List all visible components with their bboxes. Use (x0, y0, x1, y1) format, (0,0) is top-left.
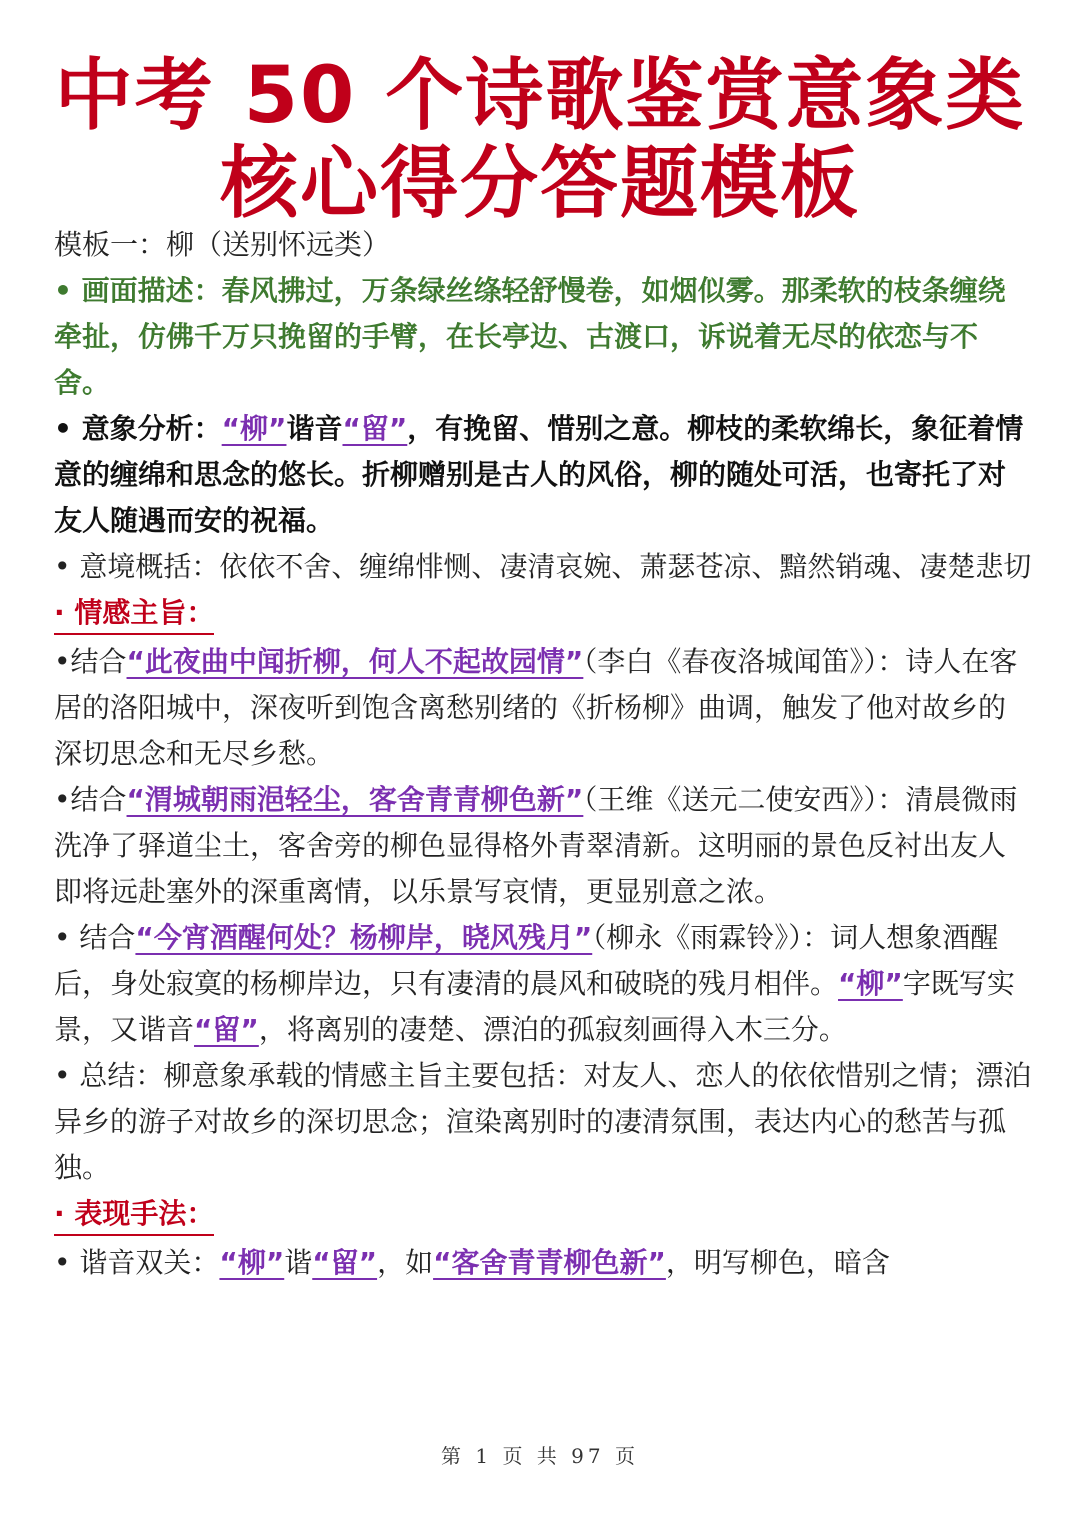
template-heading: 模板一：柳（送别怀远类） (54, 228, 391, 261)
section-heading-emotion: · 情感主旨： (54, 593, 214, 635)
example-2 (54, 777, 1032, 915)
example-1-prefix: •结合 (54, 645, 127, 678)
example-3-highlight-liu: “柳” (838, 967, 903, 1000)
example-3-text-3: ，将离别的凄楚、漂泊的孤寂刻画得入木三分。 (258, 1013, 847, 1046)
mood-summary-label: • 意境概括： (54, 550, 220, 583)
summary (54, 1053, 1032, 1191)
example-2-prefix: •结合 (54, 783, 127, 816)
image-analysis-label: • 意象分析： (54, 412, 222, 445)
example-3-quote: “今宵酒醒何处？杨柳岸，晓风残月” (135, 921, 593, 954)
example-3-text-2: 字既写实景，又谐音 (54, 967, 1015, 1046)
example-3-highlight-liu-homophone: “留” (194, 1013, 259, 1046)
example-3 (54, 915, 1032, 1053)
mood-summary (54, 544, 1032, 590)
document-title-line-2: 核心得分答题模板 (219, 139, 860, 229)
section-heading-technique: · 表现手法： (54, 1194, 214, 1236)
technique-pun-label: • 谐音双关： (54, 1246, 220, 1279)
example-2-text: （王维《送元二使安西》）：清晨微雨洗净了驿道尘土，客舍旁的柳色显得格外青翠清新。这明丽的景色反衬出友人即将远赴塞外的深重离情，以乐景写哀情，更显别意之浓。 (54, 783, 1018, 908)
technique-text: ，明写柳色，暗含 (665, 1246, 890, 1279)
document-title-line-1: 中考 50 个诗歌鉴赏意象类 (54, 51, 1026, 141)
technique-mid-2: ，如 (377, 1246, 434, 1279)
technique-mid-1: 谐 (284, 1246, 313, 1279)
technique-highlight-quote: “客舍青青柳色新” (433, 1246, 666, 1279)
example-3-prefix: • 结合 (54, 921, 136, 954)
technique-highlight-liu: “柳” (219, 1246, 285, 1279)
example-1-quote: “此夜曲中闻折柳，何人不起故园情” (126, 645, 584, 678)
image-analysis-text: ，有挽留、惜别之意。柳枝的柔软绵长，象征着情意的缠绵和思念的悠长。折柳赠别是古人的风俗，柳的随处可活，也寄托了对友人随遇而安的祝福。 (54, 412, 1024, 537)
mood-summary-text: 依依不舍、缠绵悱恻、凄清哀婉、萧瑟苍凉、黯然销魂、凄楚悲切 (219, 550, 1032, 583)
image-analysis-highlight-liu-homophone: “留” (342, 412, 408, 445)
example-1 (54, 639, 1032, 777)
picture-description (54, 268, 1032, 406)
example-1-text: （李白《春夜洛城闻笛》）：诗人在客居的洛阳城中，深夜听到饱含离愁别绪的《折杨柳》曲调，触发了他对故乡的深切思念和无尽乡愁。 (54, 645, 1018, 770)
technique-pun (54, 1240, 1032, 1286)
picture-description-text: 春风拂过，万条绿丝绦轻舒慢卷，如烟似雾。那柔软的枝条缠绕牵扯，仿佛千万只挽留的手臂，在长亭边、古渡口，诉说着无尽的依恋与不舍。 (54, 274, 1006, 399)
image-analysis-highlight-liu: “柳” (221, 412, 287, 445)
example-3-text-1: （柳永《雨霖铃》）：词人想象酒醒后，身处寂寞的杨柳岸边，只有凄清的晨风和破晓的残月相伴。 (54, 921, 999, 1000)
summary-text: 柳意象承载的情感主旨主要包括：对友人、恋人的依依惜别之情；漂泊异乡的游子对故乡的深切思念；渲染离别时的凄清氛围，表达内心的愁苦与孤独。 (54, 1059, 1032, 1184)
technique-highlight-liu-homophone: “留” (312, 1246, 378, 1279)
picture-description-label: • 画面描述： (54, 274, 222, 307)
example-2-quote: “渭城朝雨浥轻尘，客舍青青柳色新” (126, 783, 584, 816)
document-body (54, 222, 1032, 1286)
page-number-footer: 第 1 页 共 97 页 (441, 1444, 639, 1468)
image-analysis-mid: 谐音 (286, 412, 343, 445)
summary-label: • 总结： (54, 1059, 164, 1092)
image-analysis (54, 406, 1032, 544)
